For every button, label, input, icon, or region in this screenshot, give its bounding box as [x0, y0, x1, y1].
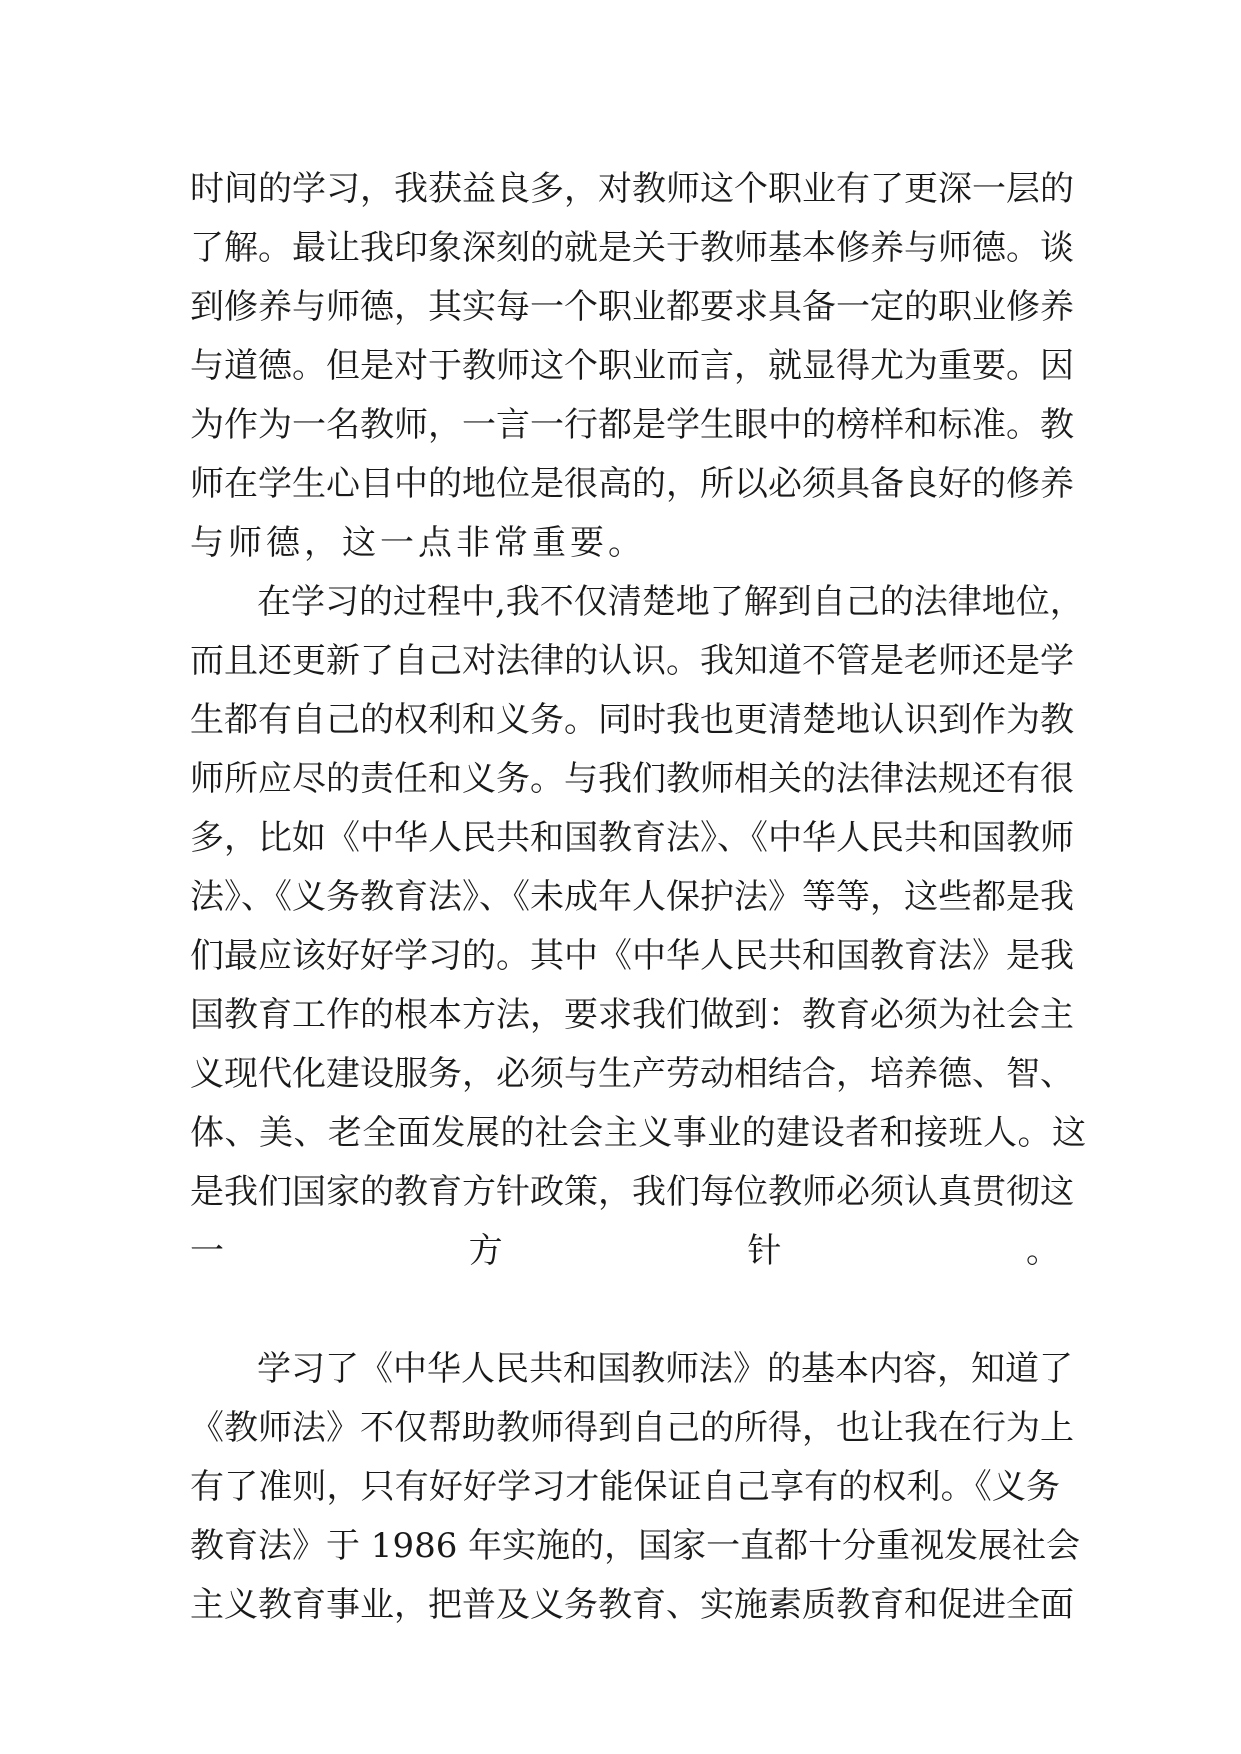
paragraph-3 [190, 1340, 1081, 1635]
text-line: 与道德。但是对于教师这个职业而言，就显得尤为重要。因 [190, 346, 1074, 386]
paragraph-2 [190, 573, 1086, 1340]
text-line: 有了准则，只有好好学习才能保证自己享有的权利。《义务 [190, 1467, 1060, 1507]
text-line: 们最应该好好学习的。其中《中华人民共和国教育法》是我 [190, 936, 1074, 976]
text-line: 与师德，这一点非常重要。 [190, 523, 646, 563]
text-line: 多，比如《中华人民共和国教育法》、《中华人民共和国教师 [190, 818, 1074, 858]
text-line: 国教育工作的根本方法，要求我们做到：教育必须为社会主 [190, 995, 1074, 1035]
text-line: 法》、《义务教育法》、《未成年人保护法》等等，这些都是我 [190, 877, 1074, 917]
text-line: 时间的学习，我获益良多，对教师这个职业有了更深一层的 [190, 169, 1074, 209]
text-line: 义现代化建设服务，必须与生产劳动相结合，培养德、智、 [190, 1054, 1074, 1094]
paragraph-1 [190, 160, 1074, 573]
text-line: 到修养与师德，其实每一个职业都要求具备一定的职业修养 [190, 287, 1074, 327]
text-line: 而且还更新了自己对法律的认识。我知道不管是老师还是学 [190, 641, 1074, 681]
body-text [190, 160, 1086, 1635]
text-line: 在学习的过程中,我不仅清楚地了解到自己的法律地位， [257, 582, 1084, 622]
text-line: 《教师法》不仅帮助教师得到自己的所得，也让我在行为上 [190, 1408, 1074, 1448]
text-line: 了解。最让我印象深刻的就是关于教师基本修养与师德。谈 [190, 228, 1074, 268]
text-line: 一方针。 [190, 1231, 1060, 1271]
text-line: 生都有自己的权利和义务。同时我也更清楚地认识到作为教 [190, 700, 1074, 740]
text-line: 师所应尽的责任和义务。与我们教师相关的法律法规还有很 [190, 759, 1074, 799]
text-line: 教育法》于 1986 年实施的，国家一直都十分重视发展社会 [190, 1526, 1081, 1566]
text-line [190, 1281, 1060, 1340]
text-line: 为作为一名教师，一言一行都是学生眼中的榜样和标准。教 [190, 405, 1074, 445]
text-line: 学习了《中华人民共和国教师法》的基本内容，知道了 [257, 1349, 1073, 1389]
text-line: 是我们国家的教育方针政策，我们每位教师必须认真贯彻这 [190, 1172, 1074, 1212]
text-line: 体、美、老全面发展的社会主义事业的建设者和接班人。这 [190, 1113, 1086, 1153]
text-line: 师在学生心目中的地位是很高的，所以必须具备良好的修养 [190, 464, 1074, 504]
text-line: 主义教育事业，把普及义务教育、实施素质教育和促进全面 [190, 1585, 1074, 1625]
